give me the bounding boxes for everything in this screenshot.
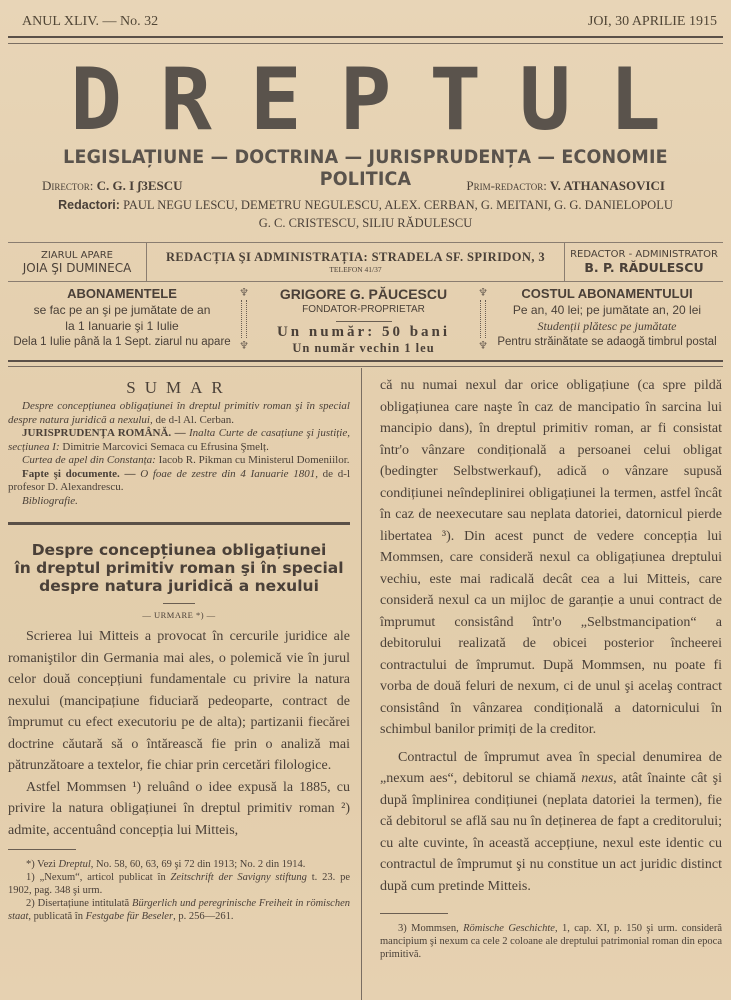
editors-list: Redactori: PAUL NEGU LESCU, DEMETRU NEGULESCU, ALEX. CERBAN, G. MEITANI, G. G. DANIELOPOLU G. C. CRISTESCU, SILIU RĂDULESCU (58, 198, 673, 230)
right-column (380, 375, 722, 961)
prim-redactor: Prim-redactor: V. ATHANASOVICI (466, 178, 665, 193)
summary-item: Bibliografie. (22, 494, 78, 507)
vertical-fleuron-ornament-icon: ♆ ♆ (478, 287, 488, 352)
subscriptions-terms: ABONAMENTELE se fac pe an şi pe jumătate de an la 1 Ianuarie şi 1 Iulie Dela 1 Iulie până la 1 Sept. ziarul nu apare (13, 286, 231, 348)
summary-title: SUMAR (126, 378, 232, 397)
masthead-title: DREPTUL (70, 50, 699, 150)
footnote-rule (8, 849, 76, 850)
footnote: 2) Disertațiune intitulată Bürgerlich und peregrinische Freiheit in römischen staat, publicată în Festgabe für Beseler, p. 256—261. (8, 898, 351, 922)
article-body-right (380, 375, 722, 897)
director-row (42, 178, 721, 194)
header-bottom-rule (8, 360, 723, 367)
footnote: 3) Mommsen, Römische Geschichte, 1, cap. XI, p. 150 şi urm. consideră mancipium şi nexum ca cele 2 coloane ale dreptului patrimonial roman din epoca primitivă. (380, 923, 722, 960)
summary-box (8, 378, 350, 508)
footnotes-left (8, 858, 350, 923)
director: Director: C. G. I ʃ3ESCU (42, 178, 183, 193)
article-title: Despre concepțiunea obligațiunei în dreptul primitiv roman şi în special despre natura juridică a nexului (14, 541, 344, 595)
founder-price: GRIGORE G. PĂUCESCU FONDATOR-PROPRIETAR Un număr: 50 bani Un număr vechin 1 leu (276, 286, 451, 355)
administrator: REDACTOR - ADMINISTRATOR B. P. RĂDULESCU (570, 249, 718, 275)
top-rule (8, 36, 723, 44)
footnote: 1) „Nexum“, articol publicat în Zeitschrift der Savigny stiftung t. 23. pe 1902, pag. 348 şi urm. (8, 872, 350, 896)
paragraph: că nu numai nexul dar orice obligațiune (ca spre pildă obligațiunea care naşte în caz de mancipatio în sarcina lui mancipio dans), în dreptul primitiv roman, ar fi consistat într'o vânzare condițională a persoanei celui obligat (bedingter Selbstwerkauf), adică o vânzare supusă condițiunei neîndeplinirei obligațiunei la termen, astfel încât în caz de neexecutare sau neplata datoriei, datornicul pierde libertatea ³). Din acest punct de vedere concepția lui Mommsen, care consideră nexul ca obligațiunea dreptului vechiu, este mai radicală decât cea a lui Mitteis, care consideră nexul ca un mijloc de garanție a unui contract de împrumut consistând într'o „Selbstmancipation“ a debitorului realizată de obicei posterior încheerei contractului de împrumut. După Mommsen, nu poate fi vorba de două feluri de nexum, ci de unul şi acelaş contract consistând în vânzarea condițională a datornicului în schimbul banilor primiți de la creditor. (380, 378, 722, 737)
left-column (8, 378, 350, 923)
info-box (8, 242, 723, 282)
vertical-fleuron-ornament-icon: ♆ ♆ (239, 287, 249, 352)
subscription-cost: COSTUL ABONAMENTULUI Pe an, 40 lei; pe jumătate an, 20 lei Studenții plătesc pe jumătate Pentru străinătate se adaogă timbrul postal (497, 286, 717, 348)
footnotes-right (380, 922, 722, 961)
summary-item: Despre concepțiunea obligațiunei în dreptul primitiv roman şi în special despre natura juridică a nexului, de d-l Al. Cerban. (8, 400, 350, 426)
issue-date: JOI, 30 APRILIE 1915 (587, 14, 717, 29)
column-divider (361, 368, 362, 1000)
article-body-left (8, 626, 350, 841)
summary-item: JURISPRUDENȚA ROMÂNĂ. — Inalta Curte de casațiune şi justiție, secțiunea I: Dimitrie Marcovici Semaca cu Efrusina Şmelț. (8, 427, 350, 453)
title-rule (163, 603, 195, 604)
paragraph: Astfel Mommsen ¹) reluând o idee expusă la 1885, cu privire la natura obligațiunei în dreptul primitiv roman ²) admite, accentuând concepția lui Mitteis, (8, 779, 350, 838)
paragraph: Scrierea lui Mitteis a provocat în cercurile juridice ale romaniştilor din Germania mai ales, o polemică vie în jurul celor două concepțiuni fundamentale cu privire la natura nexului (mancipațiune fiduciară pedeoparte, contract de împrumut cu efect executoriu pe de alta); partizanii fiecărei doctrine căutară să o întărească fie prin o analiză mai pătrunzătoare a textelor, fie chiar prin cercetări filologice. (8, 629, 350, 773)
address: REDACȚIA ŞI ADMINISTRAȚIA: STRADELA SF. SPIRIDON, 3 TELEFON 41/37 (147, 243, 565, 281)
footnote-rule (380, 913, 448, 914)
section-subtitle: LEGISLAȚIUNE — DOCTRINA — JURISPRUDENȚA — ECONOMIE POLITICA (63, 146, 668, 190)
issue-line (22, 14, 717, 30)
summary-item: Curtea de apel din Constanța: Iacob R. Pikman cu Ministerul Domeniilor. (22, 454, 350, 466)
continuation-label: — URMARE *) — (142, 610, 216, 620)
paragraph: Contractul de împrumut avea în special denumirea de „nexum aes“, debitorul se chiamă nexus, atât înainte cât şi după împlinirea condițiunei (neplata datoriei la termen), fie că debitorul se află sau nu în deținerea de fapt a creditorului; cu alte cuvinte, în această accepțiune, nexul este identic cu contractul de împrumut şi nu constitue un act juridic distinct după cum pretinde Mitteis. (380, 749, 722, 894)
subscriptions-block (8, 286, 723, 355)
issue-number: ANUL XLIV. — No. 32 (22, 14, 159, 29)
publication-days: ZIARUL APARE JOIA ŞI DUMINECA (8, 243, 147, 281)
summary-item: Fapte şi documente. — O foae de zestre din 4 Ianuarie 1801, de d-l profesor D. Alexandrescu. (8, 467, 350, 493)
summary-bottom-rule (8, 522, 350, 525)
footnote: *) Vezi Dreptul, No. 58, 60, 63, 69 şi 72 din 1913; No. 2 din 1914. (26, 859, 306, 870)
